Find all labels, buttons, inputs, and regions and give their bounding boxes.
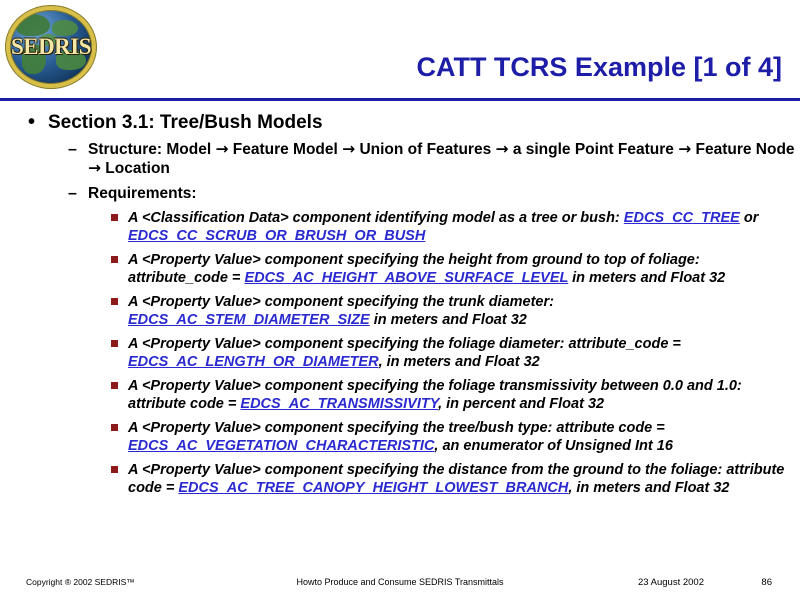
slide-header: [0, 0, 800, 98]
sedris-logo: [6, 6, 102, 88]
list-item: [108, 378, 798, 413]
list-item: [108, 252, 798, 287]
structure-t2: Union of Features: [355, 141, 496, 158]
footer-date: 23 August 2002: [637, 577, 704, 588]
structure-t1: Feature Model: [228, 141, 343, 158]
req-pre: A <Property Value> component specifying the height from ground to top of foliage: attribute_code =: [128, 252, 700, 286]
req-pre: A <Property Value> component specifying the distance from the ground to the foliage: attribute code =: [128, 462, 785, 496]
footer-document-title: Howto Produce and Consume SEDRIS Transmittals: [296, 577, 504, 587]
req-pre: A <Property Value> component specifying the foliage transmissivity between 0.0 and 1.0: attribute code =: [128, 378, 742, 412]
req-pre: A <Property Value> component specifying the trunk diameter:: [128, 294, 554, 310]
req-code: EDCS_AC_LENGTH_OR_DIAMETER: [128, 353, 379, 370]
slide-footer: [0, 572, 800, 600]
logo-wordmark: SEDRIS: [10, 34, 92, 59]
req-post: in meters and Float 32: [568, 269, 726, 286]
requirements-label: [66, 184, 800, 203]
req-post: , in percent and Float 32: [438, 395, 605, 412]
page-title: CATT TCRS Example [1 of 4]: [416, 52, 782, 82]
arrow-icon-4: →: [678, 140, 692, 158]
bullet-level3-icon: [111, 214, 118, 221]
requirements-label-text: Requirements:: [88, 185, 197, 202]
section-heading: [26, 112, 800, 134]
section-heading-text: Section 3.1: Tree/Bush Models: [48, 112, 323, 133]
req-pre: A <Classification Data> component identifying model as a tree or bush:: [128, 210, 624, 226]
arrow-icon-5: →: [88, 159, 101, 177]
title-divider: [0, 98, 800, 101]
req-post: , in meters and Float 32: [568, 479, 730, 496]
slide-body: [0, 104, 800, 497]
req-pre: A <Property Value> component specifying the tree/bush type: attribute code =: [128, 420, 665, 436]
list-item: [108, 420, 798, 455]
bullet-level3-icon: [111, 466, 118, 473]
footer-copyright: Copyright ® 2002 SEDRIS™: [26, 577, 135, 587]
arrow-icon-1: →: [215, 140, 229, 158]
bullet-level3-icon: [111, 298, 118, 305]
arrow-icon-2: →: [342, 140, 356, 158]
bullet-level3-icon: [111, 382, 118, 389]
req-code: EDCS_AC_HEIGHT_ABOVE_SURFACE_LEVEL: [244, 269, 569, 286]
req-code-2: EDCS_CC_SCRUB_OR_BRUSH_OR_BUSH: [128, 227, 426, 244]
structure-line: [66, 140, 800, 178]
bullet-level1-icon: •: [28, 111, 36, 133]
footer-page-number: 86: [761, 577, 772, 588]
structure-label: Structure: Model: [88, 141, 216, 158]
bullet-level3-icon: [111, 340, 118, 347]
req-mid: or: [739, 210, 759, 226]
structure-t3: a single Point Feature: [508, 141, 679, 158]
bullet-level3-icon: [111, 256, 118, 263]
structure-t5: Location: [101, 160, 170, 177]
list-item: [108, 336, 798, 371]
list-item: [108, 210, 798, 245]
req-code: EDCS_CC_TREE: [623, 210, 740, 226]
arrow-icon-3: →: [495, 140, 509, 158]
req-code: EDCS_AC_STEM_DIAMETER_SIZE: [128, 311, 370, 328]
bullet-level2-icon: –: [68, 141, 77, 158]
list-item: [108, 462, 798, 497]
req-post: , an enumerator of Unsigned Int 16: [434, 437, 673, 454]
bullet-level3-icon: [111, 424, 118, 431]
req-post: in meters and Float 32: [369, 311, 527, 328]
req-code: EDCS_AC_TREE_CANOPY_HEIGHT_LOWEST_BRANCH: [178, 479, 569, 496]
req-code: EDCS_AC_TRANSMISSIVITY: [240, 395, 439, 412]
bullet-level2-icon: –: [68, 185, 77, 202]
req-code: EDCS_AC_VEGETATION_CHARACTERISTIC: [128, 437, 435, 454]
req-pre: A <Property Value> component specifying the foliage diameter: attribute_code =: [128, 336, 681, 352]
req-post: , in meters and Float 32: [378, 353, 540, 370]
structure-t4: Feature Node: [691, 141, 795, 158]
list-item: [108, 294, 798, 329]
